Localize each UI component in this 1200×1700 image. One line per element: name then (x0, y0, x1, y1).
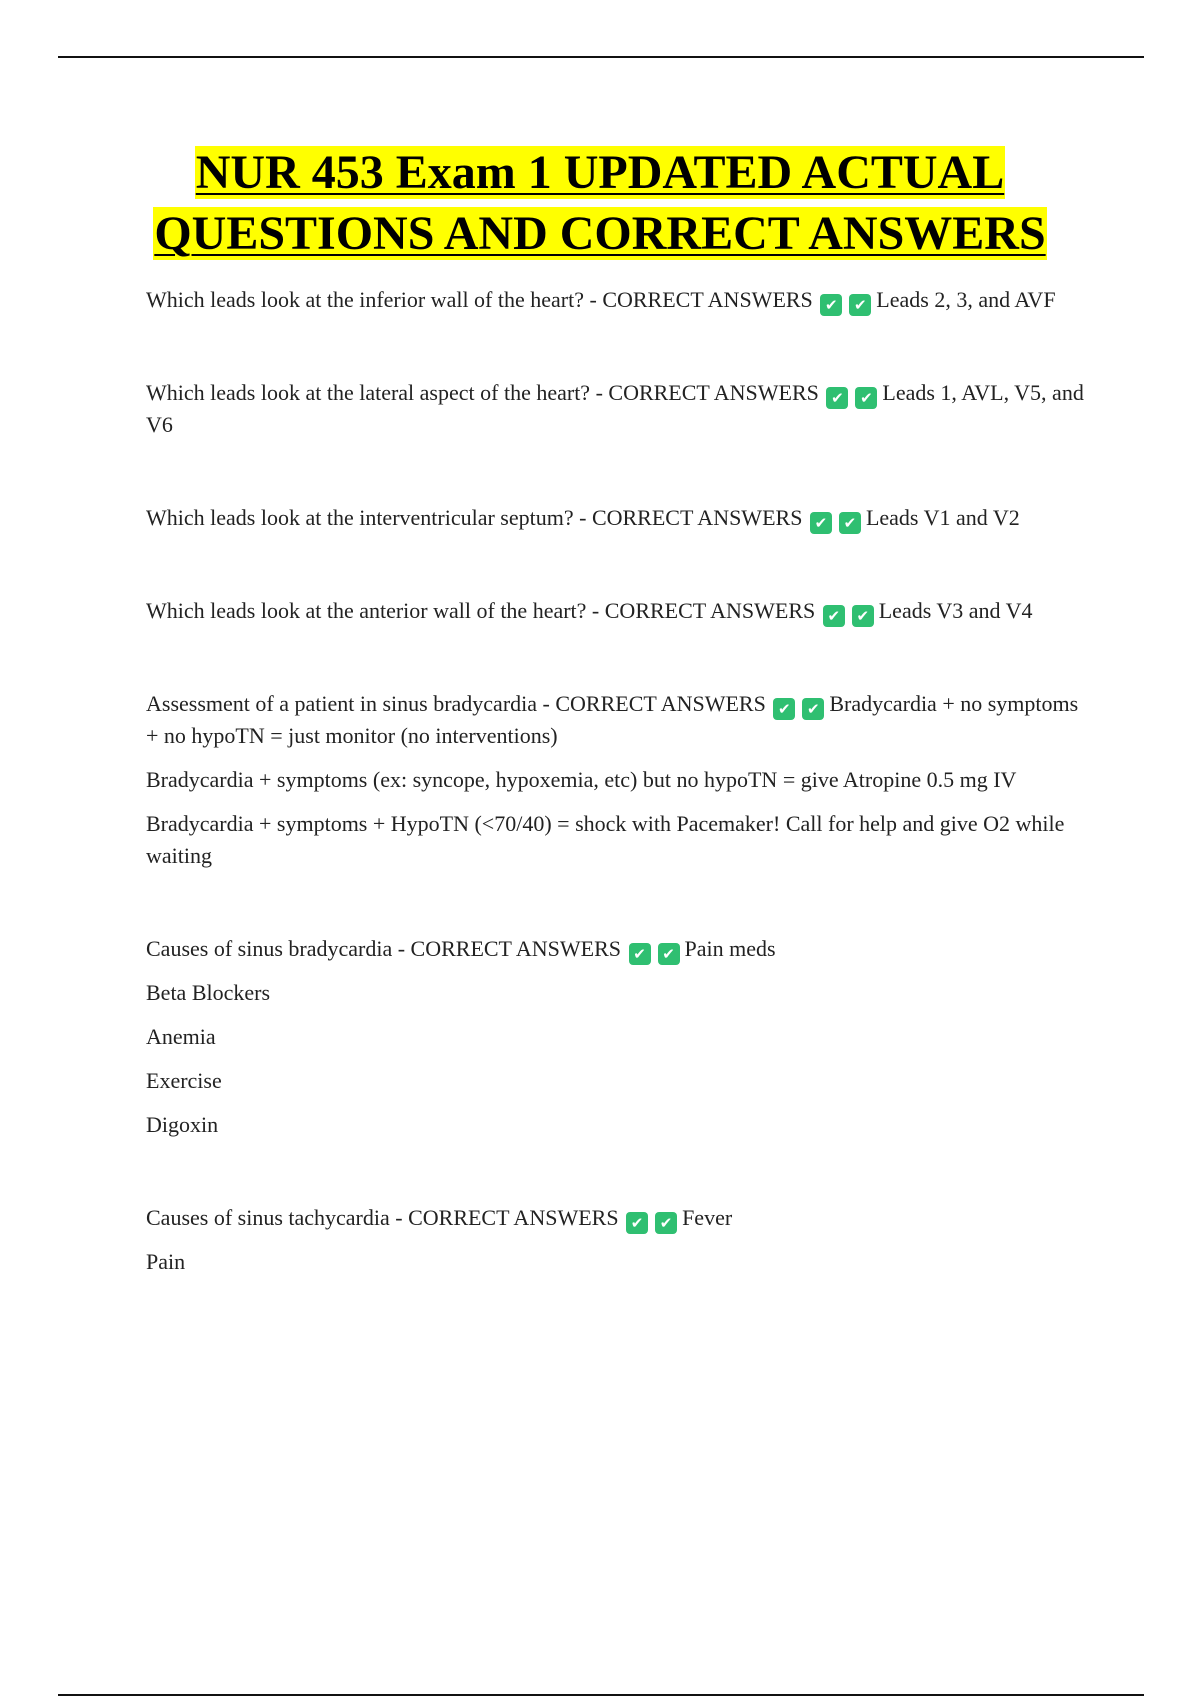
answer-continuation: Exercise (146, 1068, 222, 1093)
answer-continuation: Anemia (146, 1024, 216, 1049)
qa-item (146, 688, 1086, 872)
check-mark-icon: ✔ (820, 294, 842, 316)
qa-question-answer (146, 502, 1086, 534)
title-line-1: NUR 453 Exam 1 UPDATED ACTUAL (195, 146, 1005, 199)
qa-item (146, 502, 1086, 534)
qa-item (146, 377, 1086, 441)
check-mark-icon: ✔ (826, 387, 848, 409)
answer-continuation: Beta Blockers (146, 980, 271, 1005)
question-text: Which leads look at the anterior wall of the heart? - CORRECT ANSWERS (146, 598, 816, 623)
qa-item (146, 595, 1086, 627)
answer-text: Leads V3 and V4 (878, 598, 1033, 623)
answer-text: Fever (682, 1205, 733, 1230)
answer-text: Leads 1, AVL, V5, and V6 (146, 380, 1084, 437)
answer-text: Pain meds (684, 936, 776, 961)
check-mark-icon: ✔ (655, 1212, 677, 1234)
answer-text: Leads V1 and V2 (865, 505, 1020, 530)
bottom-rule (58, 1694, 1144, 1696)
qa-question-answer (146, 688, 1086, 752)
check-mark-icon: ✔ (839, 512, 861, 534)
question-text: Causes of sinus tachycardia - CORRECT ANSWERS (146, 1205, 619, 1230)
qa-item (146, 1202, 1086, 1278)
question-text: Assessment of a patient in sinus bradycardia - CORRECT ANSWERS (146, 691, 766, 716)
answer-continuation: Bradycardia + symptoms + HypoTN (<70/40) = shock with Pacemaker! Call for help and give O2 while waiting (146, 811, 1065, 868)
top-rule (58, 56, 1144, 58)
check-mark-icon: ✔ (855, 387, 877, 409)
check-mark-icon: ✔ (823, 605, 845, 627)
qa-question-answer (146, 1202, 1086, 1234)
document-title (60, 142, 1140, 264)
check-mark-icon: ✔ (626, 1212, 648, 1234)
check-mark-icon: ✔ (852, 605, 874, 627)
qa-item (146, 284, 1086, 316)
question-text: Which leads look at the interventricular septum? - CORRECT ANSWERS (146, 505, 803, 530)
check-mark-icon: ✔ (658, 943, 680, 965)
qa-question-answer (146, 284, 1086, 316)
answer-continuation: Digoxin (146, 1112, 219, 1137)
check-mark-icon: ✔ (802, 698, 824, 720)
qa-question-answer (146, 377, 1086, 441)
check-mark-icon: ✔ (773, 698, 795, 720)
question-text: Which leads look at the lateral aspect of the heart? - CORRECT ANSWERS (146, 380, 819, 405)
question-text: Which leads look at the inferior wall of the heart? - CORRECT ANSWERS (146, 287, 813, 312)
qa-question-answer (146, 595, 1086, 627)
answer-text: Leads 2, 3, and AVF (876, 287, 1056, 312)
answer-text: Bradycardia + no symptoms + no hypoTN = just monitor (no interventions) (146, 691, 1079, 748)
check-mark-icon: ✔ (810, 512, 832, 534)
check-mark-icon: ✔ (629, 943, 651, 965)
answer-continuation: Bradycardia + symptoms (ex: syncope, hypoxemia, etc) but no hypoTN = give Atropine 0.5 mg IV (146, 767, 1017, 792)
check-mark-icon: ✔ (849, 294, 871, 316)
qa-item (146, 933, 1086, 1141)
answer-continuation: Pain (146, 1249, 186, 1274)
qa-question-answer (146, 933, 1086, 965)
question-text: Causes of sinus bradycardia - CORRECT ANSWERS (146, 936, 622, 961)
qa-list (146, 284, 1086, 1278)
title-line-2: QUESTIONS AND CORRECT ANSWERS (154, 207, 1046, 260)
